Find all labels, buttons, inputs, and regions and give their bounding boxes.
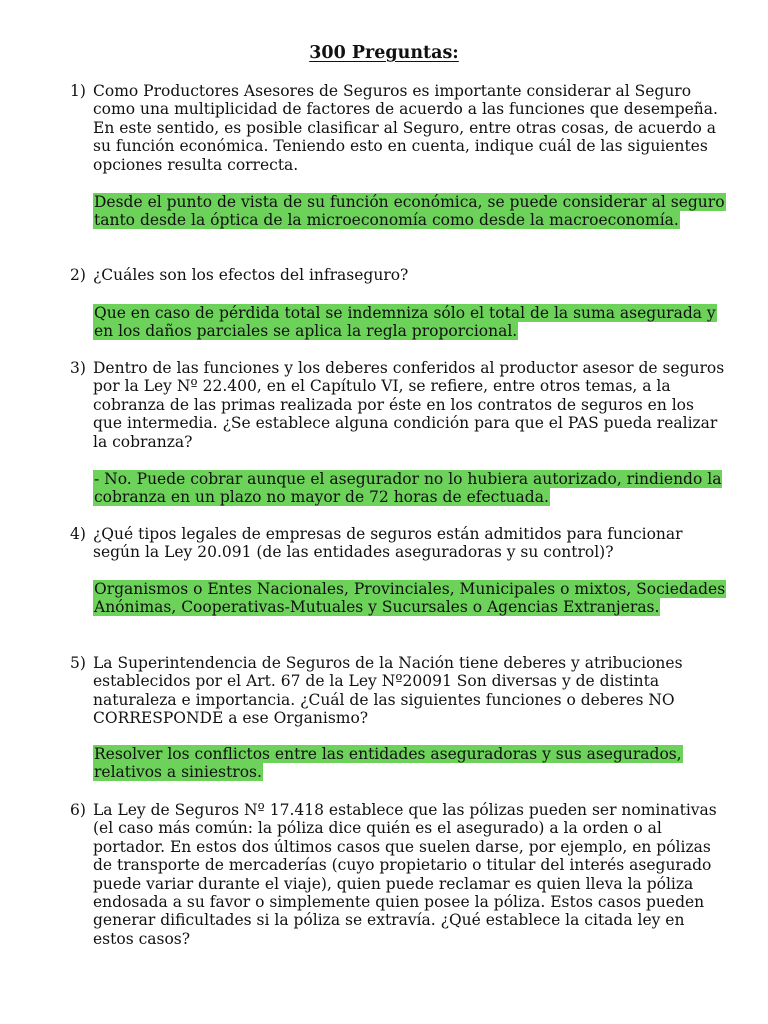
question-text: ¿Cuáles son los efectos del infraseguro? [93,266,409,284]
highlighted-answer: Organismos o Entes Nacionales, Provinciales, Municipales o mixtos, Sociedades Anónimas, Cooperativas-Mutuales y Sucursales o Agencias Extranjeras. [94,580,726,617]
highlighted-answer: - No. Puede cobrar aunque el asegurador no lo hubiera autorizado, rindiendo la cobranza en un plazo no mayor de 72 horas de efectuada. [94,470,722,507]
highlighted-answer: Que en caso de pérdida total se indemniza sólo el total de la suma asegurada y en los daños parciales se aplica la regla proporcional. [94,304,716,341]
question-text: Como Productores Asesores de Seguros es importante considerar al Seguro como una multiplicidad de factores de acuerdo a las funciones que desempeña. En este sentido, es posible clasificar al Seguro, entre otras cosas, de acuerdo a su función económica. Teniendo esto en cuenta, indique cuál de las siguientes opciones resulta correcta. [93,82,718,174]
highlighted-answer: Desde el punto de vista de su función económica, se puede considerar al seguro tanto desde la óptica de la microeconomía como desde la macroeconomía. [94,193,725,230]
answer-1 [93,193,728,230]
question-number: 1) [70,82,86,100]
answer-2 [93,304,728,341]
answer-4 [93,580,728,617]
question-text: ¿Qué tipos legales de empresas de seguros están admitidos para funcionar según la Ley 20.091 (de las entidades aseguradoras y su control)? [93,525,683,562]
answer-5 [93,745,728,782]
question-number: 2) [70,266,86,284]
question-number: 5) [70,654,86,672]
question-text: La Superintendencia de Seguros de la Nación tiene deberes y atribuciones establecidos por el Art. 67 de la Ley Nº20091 Son diversas y de distinta naturaleza e importancia. ¿Cuál de las siguientes funciones o deberes NO CORRESPONDE a ese Organismo? [93,654,683,728]
question-number: 4) [70,525,86,543]
question-text: La Ley de Seguros Nº 17.418 establece que las pólizas pueden ser nominativas (el caso más común: la póliza dice quién es el asegurado) a la orden o al portador. En estos dos últimos casos que suelen darse, por ejemplo, en pólizas de transporte de mercaderías (cuyo propietario o titular del interés asegurado puede variar durante el viaje), quien puede reclamar es quien lleva la póliza endosada a su favor o simplemente quien posee la póliza. Estos casos pueden generar dificultades si la póliza se extravía. ¿Qué establece la citada ley en estos casos? [93,801,717,948]
question-number: 3) [70,359,86,377]
question-text: Dentro de las funciones y los deberes conferidos al productor asesor de seguros por la Ley Nº 22.400, en el Capítulo VI, se refiere, entre otros temas, a la cobranza de las primas realizada por éste en los contratos de seguros en los que intermedia. ¿Se establece alguna condición para que el PAS pueda realizar la cobranza? [93,359,725,451]
document-title: 300 Preguntas: [309,43,459,63]
highlighted-answer: Resolver los conflictos entre las entidades aseguradoras y sus asegurados, relativos a siniestros. [94,745,682,782]
answer-3 [93,470,728,507]
question-number: 6) [70,801,86,819]
